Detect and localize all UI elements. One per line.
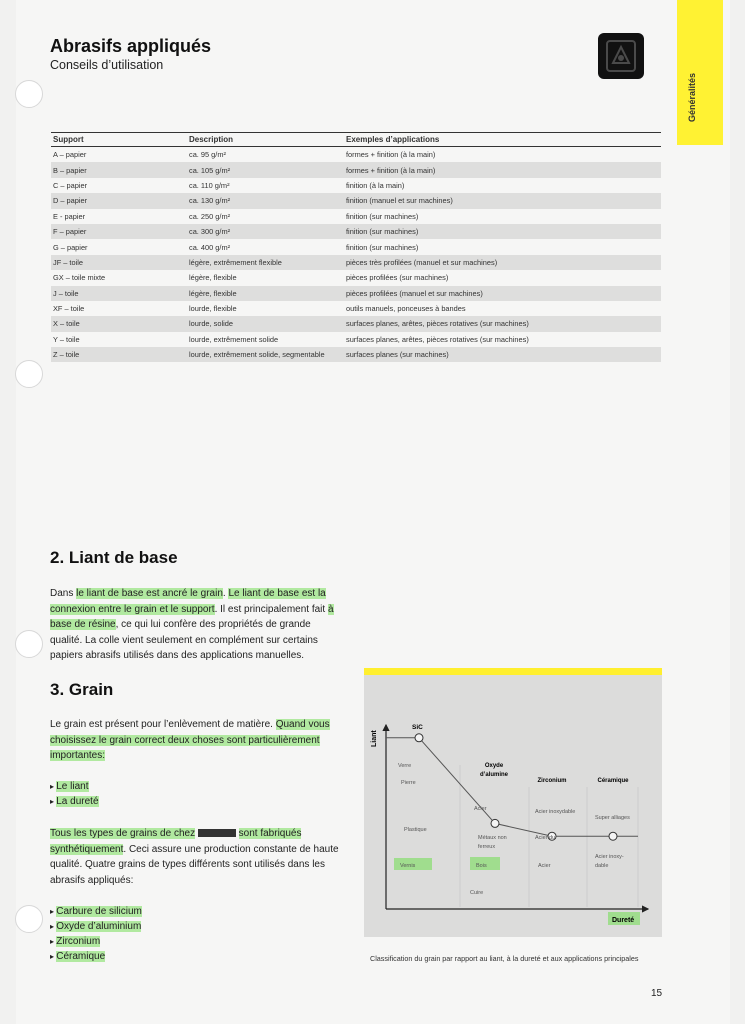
cell-support: C – papier (53, 180, 88, 190)
bullet-list-grains (50, 904, 142, 964)
series-line (419, 738, 638, 836)
cell-support: A – papier (53, 150, 87, 160)
bullet-list-criteria (50, 779, 99, 809)
series-point-1 (415, 734, 423, 742)
punch-hole (15, 630, 43, 658)
highlighted-text: Le liant de base est la connexion entre le grain et le support (50, 588, 326, 615)
table-row (51, 162, 661, 177)
text-run: . (222, 588, 229, 599)
cell-support: E - papier (53, 211, 86, 221)
cell-description: ca. 110 g/m² (189, 180, 230, 190)
table-row (51, 224, 661, 239)
table-row (51, 209, 661, 224)
list-item (50, 934, 142, 949)
cell-applications: finition (à la main) (346, 180, 405, 190)
app-acier-z: Acier (538, 863, 551, 869)
app-cuire: Cuire (470, 890, 484, 896)
cell-applications: outils manuels, ponceuses à bandes (346, 304, 466, 314)
cell-support: JF – toile (51, 255, 187, 270)
side-tab (677, 0, 723, 145)
cell-applications: finition (manuel et sur machines) (344, 193, 661, 208)
header-description: Description (187, 133, 344, 147)
cell-description: ca. 400 g/m² (189, 242, 231, 252)
app-acier-inoxy: Acier inoxy-dable (595, 854, 624, 869)
series-point-2 (491, 819, 499, 827)
cell-support: B – papier (51, 162, 187, 177)
cell-applications: surfaces planes (sur machines) (344, 347, 661, 362)
section-paragraph-types (50, 826, 340, 888)
table-row (51, 347, 661, 362)
app-vernis: Vernis (400, 863, 416, 869)
header-applications: Exemples d’applications (344, 133, 661, 147)
support-table (51, 132, 661, 362)
page-title: Abrasifs appliqués (50, 36, 212, 56)
x-axis-label: Dureté (612, 917, 635, 924)
cell-applications: pièces profilées (manuel et sur machines) (344, 286, 661, 301)
table-row (51, 239, 661, 254)
cell-support: D – papier (51, 193, 187, 208)
side-tab-label: Généralités (687, 72, 697, 122)
table-row (51, 193, 661, 208)
grain-label-alumine: Oxyde d’alumine (479, 763, 509, 778)
cell-support: G – papier (53, 242, 88, 252)
cell-support: Y – toile (53, 334, 80, 344)
section-paragraph-grain (50, 717, 340, 764)
text-run: , ce qui lui confère des propriétés de grande qualité. La colle vient seulement en complément sur certains papiers abrasifs utilisés dans des applications manuelles. (50, 619, 318, 661)
grain-label-sic: SiC (412, 724, 423, 731)
list-item-text: La dureté (56, 796, 99, 807)
cell-description: ca. 250 g/m² (189, 211, 231, 221)
y-axis-label: Liant (371, 730, 378, 747)
cell-applications: formes + finition (à la main) (344, 162, 661, 177)
cell-support: XF – toile (53, 304, 85, 314)
header-support: Support (51, 133, 187, 147)
highlighted-text: à base de résine (50, 603, 334, 630)
section-paragraph-liant (50, 586, 340, 664)
highlighted-text: Tous les types de grains de chez (50, 828, 196, 839)
grain-chart (364, 675, 662, 937)
cell-description: ca. 95 g/m² (189, 150, 226, 160)
cell-applications: surfaces planes, arêtes, pièces rotatives (sur machines) (346, 334, 529, 344)
punch-hole (15, 80, 43, 108)
list-item-text: Le liant (56, 781, 89, 792)
table-row (51, 270, 661, 285)
list-item-text: Céramique (56, 951, 106, 962)
cell-description: légère, extrêmement flexible (187, 255, 344, 270)
grain-label-ceramique: Céramique (597, 778, 629, 784)
cell-description: lourde, extrêmement solide (189, 334, 279, 344)
cell-support: GX – toile mixte (53, 273, 106, 283)
text-run: Dans (50, 588, 77, 599)
list-item (50, 794, 99, 809)
app-acier-inox: Acier inoxydable (535, 809, 576, 815)
table-row (51, 255, 661, 270)
list-item (50, 919, 142, 934)
chart-caption: Classification du grain par rapport au liant, à la dureté et aux applications principales (370, 954, 639, 963)
app-super-alliages: Super alliages (595, 815, 630, 821)
app-metaux: Métaux non ferreux (478, 835, 507, 850)
list-item-text: Zirconium (56, 936, 101, 947)
app-plastique: Plastique (404, 827, 427, 833)
cell-support: X – toile (51, 316, 187, 331)
cell-description: légère, flexible (189, 273, 237, 283)
cell-description: lourde, solide (187, 316, 344, 331)
cell-support: F – papier (51, 224, 187, 239)
app-acier: Acier (474, 806, 487, 812)
text-run: Le grain est présent pour l’enlèvement de matière. (50, 719, 276, 730)
page-subtitle: Conseils d’utilisation (50, 58, 164, 72)
section-heading-grain: 3. Grain (50, 680, 114, 699)
list-item-text: Carbure de silicium (56, 906, 142, 917)
cell-applications: pièces très profilées (manuel et sur machines) (344, 255, 661, 270)
chart-series (386, 734, 638, 840)
text-run: . Il est principalement fait (214, 603, 328, 615)
app-bois: Bois (476, 863, 487, 869)
cell-description: lourde, extrêmement solide, segmentable (187, 347, 344, 362)
punch-hole (15, 905, 43, 933)
cell-description: lourde, flexible (189, 304, 237, 314)
app-pierre: Pierre (401, 780, 416, 786)
app-verre: Verre (398, 763, 412, 769)
list-item (50, 779, 99, 794)
cell-applications: finition (sur machines) (346, 242, 419, 252)
table-row (51, 147, 661, 163)
list-item (50, 904, 142, 919)
table-header-row (51, 133, 661, 147)
cell-applications: formes + finition (à la main) (346, 150, 436, 160)
redacted-mark (198, 829, 236, 837)
highlighted-text: Quand vous choisissez le grain correct deux choses sont particulièrement importantes: (50, 719, 330, 761)
cell-applications: finition (sur machines) (346, 211, 419, 221)
highlighted-text: sont fabriqués synthétiquement (50, 828, 302, 855)
brand-logo (598, 33, 644, 79)
cell-description: ca. 130 g/m² (187, 193, 344, 208)
text-run: . Ceci assure une production constante de haute qualité. Quatre grains de types différents sont utilisés dans les abrasifs appliqués: (50, 843, 339, 886)
grain-label-zirconium: Zirconium (537, 778, 567, 784)
cell-description: légère, flexible (187, 286, 344, 301)
cell-description: ca. 105 g/m² (187, 162, 344, 177)
list-item (50, 949, 142, 964)
table-row (51, 178, 661, 193)
cell-applications: pièces profilées (sur machines) (346, 273, 449, 283)
cell-applications: surfaces planes, arêtes, pièces rotatives (sur machines) (344, 316, 661, 331)
cell-support: J – toile (51, 286, 187, 301)
section-heading-liant: 2. Liant de base (50, 548, 178, 567)
page-number: 15 (651, 988, 663, 999)
cell-support: Z – toile (51, 347, 187, 362)
list-item-text: Oxyde d’aluminium (56, 921, 142, 932)
punch-hole (15, 360, 43, 388)
chart-accent-bar (364, 668, 662, 675)
table-row (51, 332, 661, 347)
app-acier-dur: Acier dur (535, 835, 558, 841)
highlighted-text: le liant de base est ancré le grain (76, 588, 223, 599)
cell-description: ca. 300 g/m² (187, 224, 344, 239)
cell-applications: finition (sur machines) (344, 224, 661, 239)
series-point-4 (609, 832, 617, 840)
table-row (51, 286, 661, 301)
table-row (51, 301, 661, 316)
table-row (51, 316, 661, 331)
